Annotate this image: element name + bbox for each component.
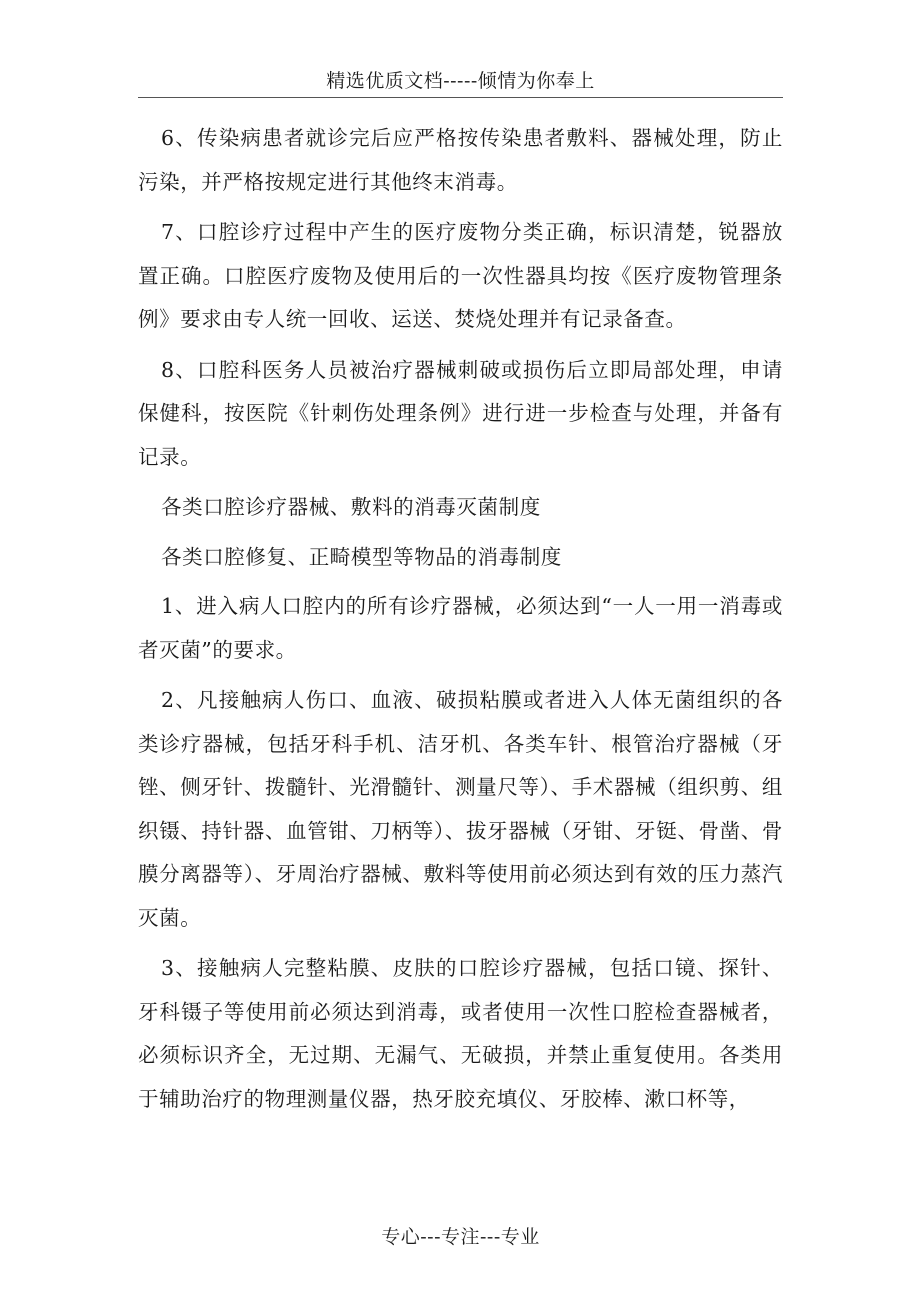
section-heading-sterilization: 各类口腔诊疗器械、敷料的消毒灭菌制度	[161, 495, 541, 519]
paragraph-item-7: 7、口腔诊疗过程中产生的医疗废物分类正确，标识清楚，锐器放置正确。口腔医疗废物及使用后的一次性器具均按《医疗废物管理条例》要求由专人统一回收、运送、焚烧处理并有记录备查。	[138, 220, 783, 331]
section-heading-model-disinfection: 各类口腔修复、正畸模型等物品的消毒制度	[161, 544, 562, 569]
paragraph-item-8: 8、口腔科医务人员被治疗器械刺破或损伤后立即局部处理，申请保健科，按医院《针刺伤处理条例》进行进一步检查与处理，并备有记录。	[138, 357, 783, 469]
document-body	[138, 117, 783, 1128]
paragraph-item-3: 3、接触病人完整粘膜、皮肤的口腔诊疗器械，包括口镜、探针、牙科镊子等使用前必须达到消毒，或者使用一次性口腔检查器械者，必须标识齐全，无过期、无漏气、无破损，并禁止重复使用。各类用于辅助治疗的物理测量仪器，热牙胶充填仪、牙胶棒、漱口杯等，	[138, 956, 783, 1111]
paragraph-item-6: 6、传染病患者就诊完后应严格按传染患者敷料、器械处理，防止污染，并严格按规定进行其他终末消毒。	[138, 126, 783, 194]
paragraph-item-2: 2、凡接触病人伤口、血液、破损粘膜或者进入人体无菌组织的各类诊疗器械，包括牙科手机、洁牙机、各类车针、根管治疗器械（牙锉、侧牙针、拨髓针、光滑髓针、测量尺等）、手术器械（组织剪、组织镊、持针器、血管钳、刀柄等）、拔牙器械（牙钳、牙铤、骨凿、骨膜分离器等）、牙周治疗器械、敷料等使用前必须达到有效的压力蒸汽灭菌。	[138, 688, 783, 930]
header-divider	[138, 97, 783, 98]
paragraph-item-1: 1、进入病人口腔内的所有诊疗器械，必须达到“一人一用一消毒或者灭菌”的要求。	[138, 594, 783, 662]
page-footer: 专心---专注---专业	[381, 1226, 540, 1248]
page-header: 精选优质文档-----倾情为你奉上	[326, 70, 595, 92]
